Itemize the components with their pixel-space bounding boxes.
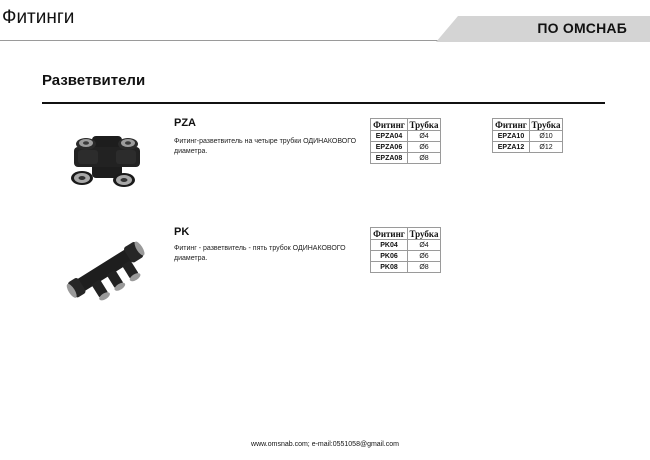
tube-size-cell: Ø10 [530,131,563,142]
table-row [371,262,441,273]
table-header-row [493,119,563,131]
column-header-fitting: Фитинг [371,119,408,131]
tube-size-cell: Ø4 [408,131,441,142]
fitting-code-cell: EPZA04 [371,131,408,142]
section-rule [42,102,605,104]
product-code-pza: PZA [174,117,196,129]
fitting-code-cell: EPZA10 [493,131,530,142]
footer-contact: www.omsnab.com; e-mail:0551058@gmail.com [251,441,399,448]
fitting-code-cell: PK08 [371,262,408,273]
manifold-fitting-icon [62,234,152,306]
product-description-pza: Фитинг-разветвитель на четыре трубки ОДИНАКОВОГО диаметра. [174,138,357,155]
table-row [493,142,563,153]
fitting-code-cell: EPZA12 [493,142,530,153]
section-title: Разветвители [42,72,146,89]
column-header-tube: Трубка [530,119,563,131]
table-row [371,153,441,164]
table-row [493,131,563,142]
table-row [371,131,441,142]
header-title: Фитинги [2,7,75,28]
tube-size-cell: Ø6 [408,142,441,153]
fitting-code-cell: EPZA06 [371,142,408,153]
spec-table-pk [370,227,441,273]
brand-name: ПО ОМСНАБ [537,20,627,36]
table-row [371,240,441,251]
table-header-row [371,119,441,131]
table-row [371,142,441,153]
spec-table-pza-1 [370,118,441,164]
tube-size-cell: Ø8 [408,153,441,164]
product-image-pk [62,234,152,306]
table-row [371,251,441,262]
tube-size-cell: Ø4 [408,240,441,251]
x-cross-fitting-icon [62,122,152,192]
tube-size-cell: Ø8 [408,262,441,273]
tube-size-cell: Ø12 [530,142,563,153]
product-description-pk: Фитинг - разветвитель - пять трубок ОДИНАКОВОГО диаметра. [174,245,346,262]
fitting-code-cell: EPZA08 [371,153,408,164]
column-header-fitting: Фитинг [371,228,408,240]
spec-table-pza-2 [492,118,563,153]
brand-band [436,16,650,42]
fitting-code-cell: PK06 [371,251,408,262]
tube-size-cell: Ø6 [408,251,441,262]
product-image-pza [62,122,152,192]
fitting-code-cell: PK04 [371,240,408,251]
column-header-tube: Трубка [408,228,441,240]
column-header-fitting: Фитинг [493,119,530,131]
table-header-row [371,228,441,240]
product-code-pk: PK [174,226,190,238]
column-header-tube: Трубка [408,119,441,131]
